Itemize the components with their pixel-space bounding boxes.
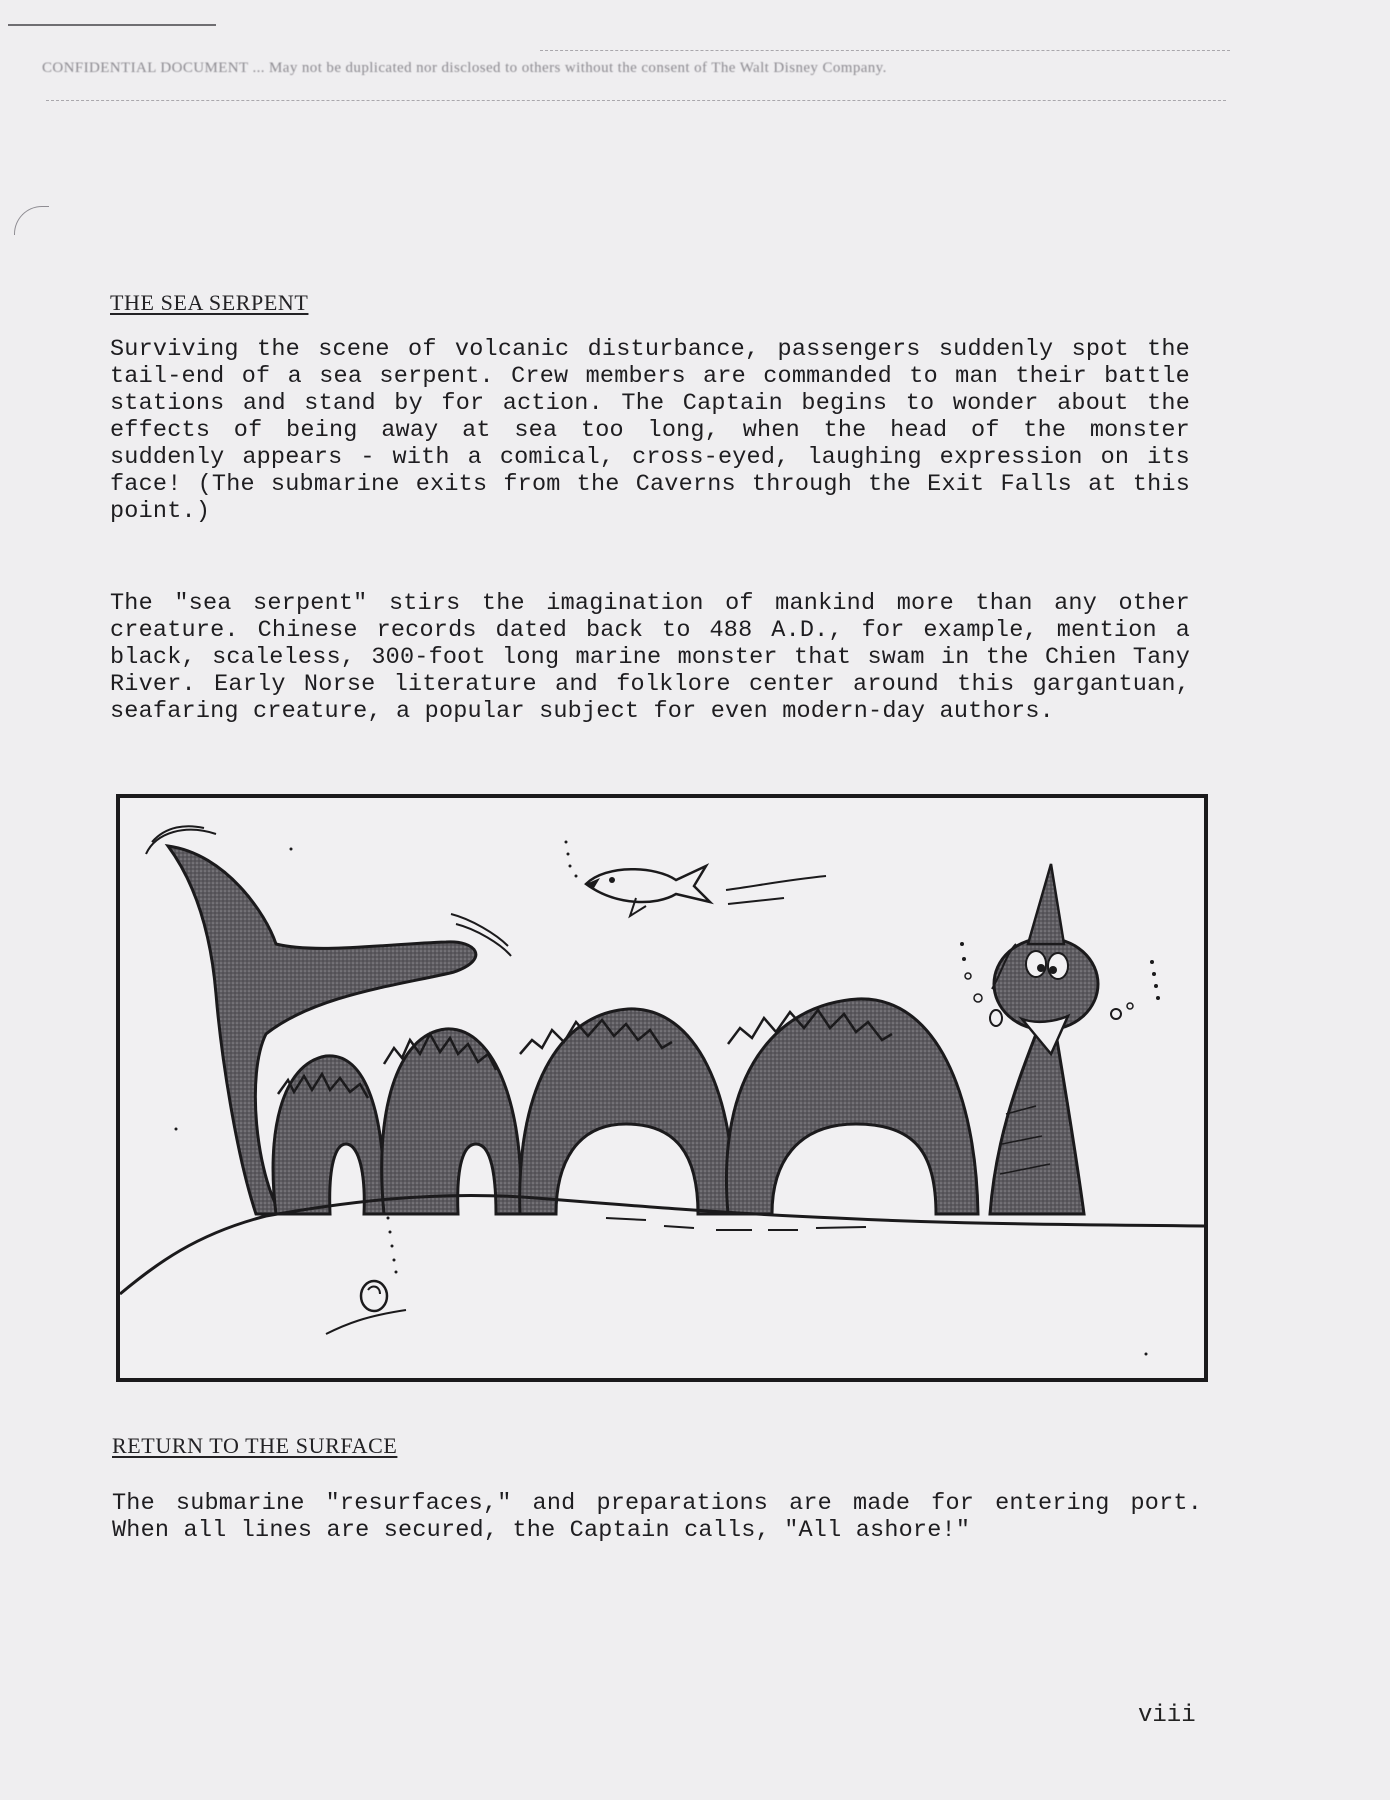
section-heading-return-to-surface: RETURN TO THE SURFACE — [112, 1433, 398, 1458]
confidential-notice: CONFIDENTIAL DOCUMENT ... May not be duplicated nor disclosed to others without the consent of The Walt Disney Company. — [42, 60, 887, 76]
header-rule-bottom — [46, 100, 1226, 101]
section-heading-sea-serpent: THE SEA SERPENT — [110, 290, 309, 315]
paragraph-sea-serpent-scene: Surviving the scene of volcanic disturbance, passengers suddenly spot the tail-end of a sea serpent. Crew members are commanded to man their battle stations and stand by for action. The Captain begins to wonder about the effects of being away at sea too long, when the head of the monster suddenly appears - with a comical, cross-eyed, laughing expression on its face! (The submarine exits from the Caverns through the Exit Falls at this point.) — [110, 336, 1190, 525]
serpent-eye-left — [1026, 951, 1046, 977]
paragraph-return-to-surface: The submarine "resurfaces," and preparations are made for entering port. When all lines are secured, the Captain calls, "All ashore!" — [112, 1490, 1202, 1544]
page-number: viii — [1138, 1702, 1196, 1729]
paragraph-sea-serpent-history: The "sea serpent" stirs the imagination of mankind more than any other creature. Chinese records dated back to 488 A.D., for example, mention a black, scaleless, 300-foot long marine monster that swam in the Chien Tany River. Early Norse literature and folklore center around this gargantuan, seafaring creature, a popular subject for even modern-day authors. — [110, 590, 1190, 725]
sea-serpent-illustration — [116, 794, 1210, 1388]
serpent-eye-right — [1048, 953, 1068, 979]
corner-mark — [14, 206, 49, 235]
header-rule-top — [540, 50, 1230, 51]
top-rule — [8, 24, 216, 26]
